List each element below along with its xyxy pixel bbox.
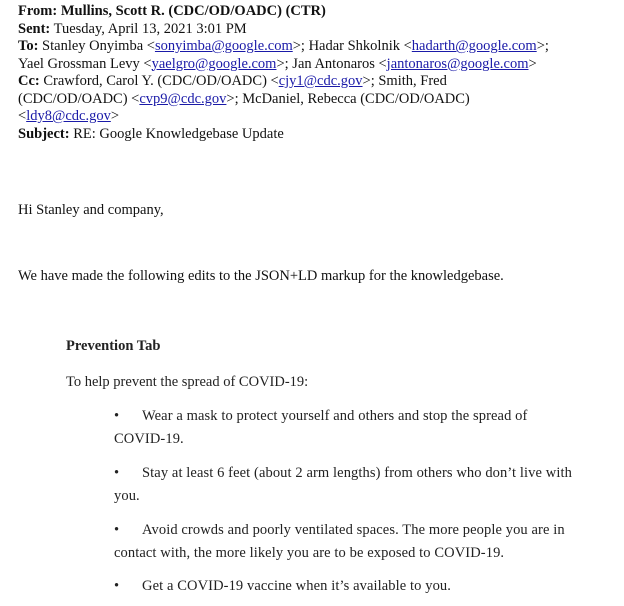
cc-label: Cc: (18, 73, 40, 89)
to-text: >; Jan Antonaros < (276, 55, 387, 72)
sent-label: Sent: (18, 20, 51, 37)
cc-text: >; Smith, Fred (362, 73, 447, 89)
sent-value: Tuesday, April 13, 2021 3:01 PM (53, 20, 247, 37)
email-link[interactable]: ldy8@cdc.gov (26, 108, 111, 124)
cc-text: (CDC/OD/OADC) < (18, 90, 140, 107)
cc-text: < (18, 108, 27, 124)
from-value: Mullins, Scott R. (CDC/OD/OADC) (CTR) (60, 3, 326, 19)
subject-line (18, 126, 284, 144)
greeting: Hi Stanley and company, (18, 202, 164, 218)
list-item (114, 462, 610, 508)
list-item (114, 405, 610, 451)
to-text: >; Hadar Shkolnik < (292, 38, 412, 54)
to-text: > (528, 55, 537, 72)
subject-label: Subject: (18, 125, 70, 142)
list-item-text: you. (114, 488, 140, 504)
bullet-icon: • (114, 465, 120, 481)
cc-line-2 (18, 91, 470, 109)
bullet-icon: • (114, 408, 120, 424)
email-link[interactable]: sonyimba@google.com (154, 38, 293, 54)
cc-text: >; McDaniel, Rebecca (CDC/OD/OADC) (226, 90, 470, 107)
cc-text: Crawford, Carol Y. (CDC/OD/OADC) < (43, 73, 279, 89)
to-label: To: (18, 38, 39, 54)
email-link[interactable]: yaelgro@google.com (151, 55, 277, 72)
to-line-1 (18, 38, 549, 56)
sent-line (18, 21, 247, 39)
bullet-icon: • (114, 522, 120, 538)
section-intro: To help prevent the spread of COVID-19: (66, 374, 309, 390)
list-item-text: contact with, the more likely you are to be exposed to COVID-19. (114, 545, 505, 561)
bullet-icon: • (114, 578, 120, 594)
from-line (18, 3, 326, 21)
intro-paragraph: We have made the following edits to the JSON+LD markup for the knowledgebase. (18, 268, 504, 284)
cc-text: > (110, 108, 120, 124)
list-item-text: COVID-19. (114, 431, 184, 447)
list-item-text: Stay at least 6 feet (about 2 arm lengths) from others who don’t live with (142, 465, 572, 481)
cc-line-3 (18, 108, 119, 126)
list-item-text: Get a COVID-19 vaccine when it’s available to you. (142, 578, 452, 594)
to-text: Yael Grossman Levy < (18, 55, 152, 72)
list-item (114, 519, 610, 565)
to-line-2 (18, 56, 537, 74)
from-label: From: (18, 3, 58, 19)
email-link[interactable]: cvp9@cdc.gov (139, 90, 227, 107)
list-item-text: Wear a mask to protect yourself and others and stop the spread of (142, 408, 528, 424)
list-item-text: Avoid crowds and poorly ventilated spaces. The more people you are in (142, 522, 565, 538)
subject-value: RE: Google Knowledgebase Update (73, 125, 284, 142)
section-title: Prevention Tab (66, 338, 161, 354)
to-text: Stanley Onyimba < (42, 38, 155, 54)
email-link[interactable]: jantonaros@google.com (386, 55, 529, 72)
to-text: >; (536, 38, 549, 54)
list-item (114, 575, 610, 598)
cc-line-1 (18, 73, 447, 91)
email-link[interactable]: hadarth@google.com (411, 38, 537, 54)
email-link[interactable]: cjy1@cdc.gov (278, 73, 363, 89)
